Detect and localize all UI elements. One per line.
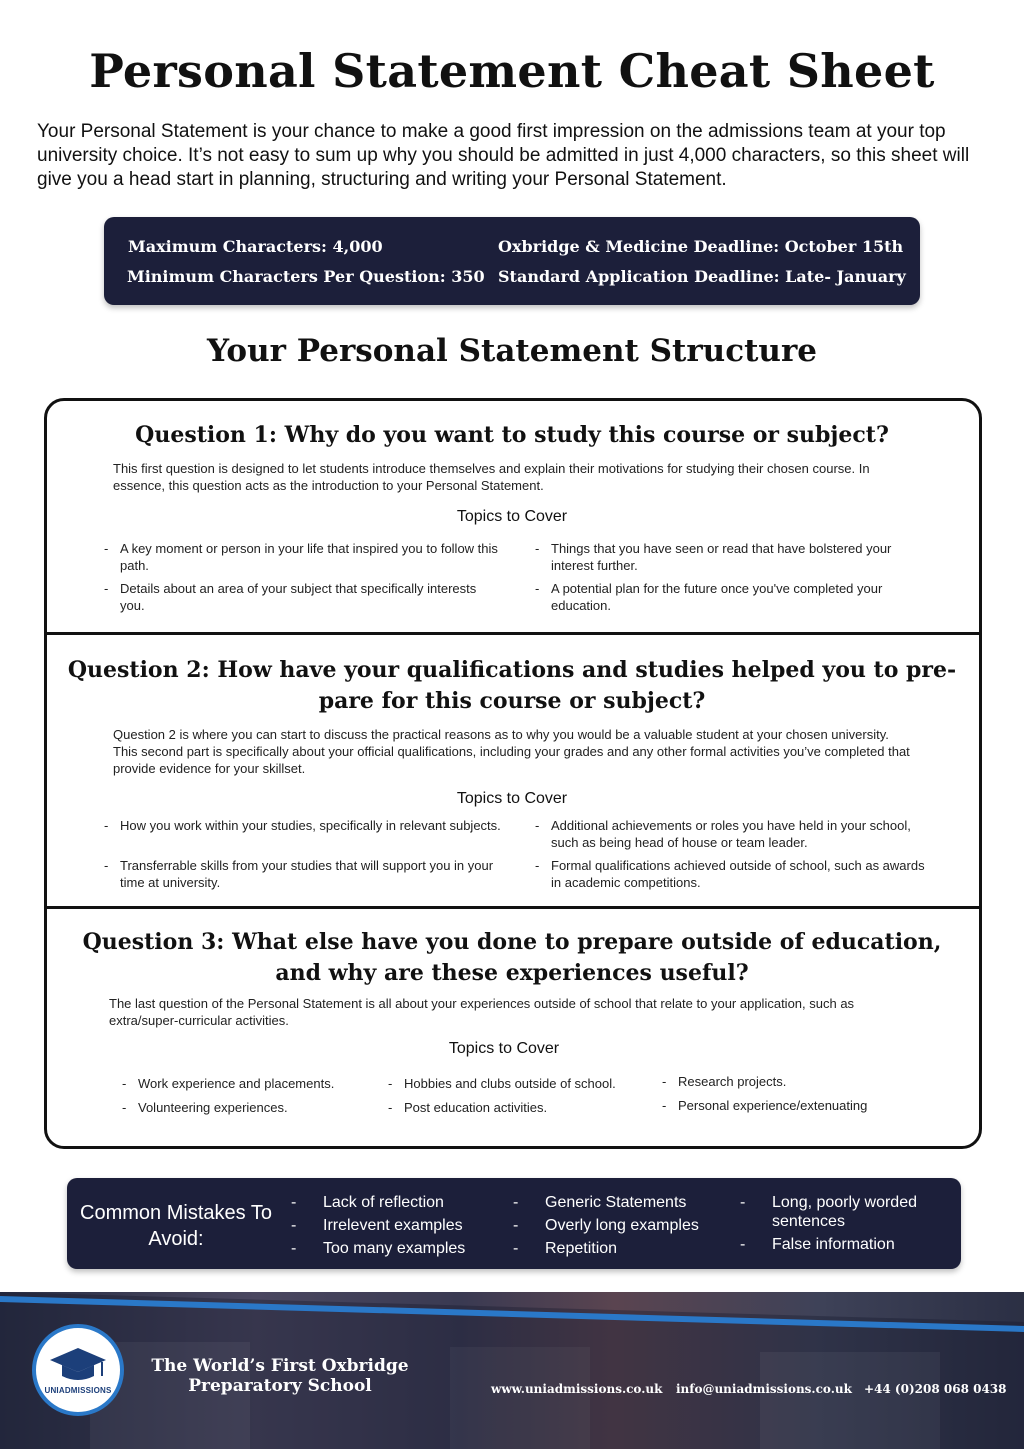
list-item: - Long, poorly worded sentences — [740, 1194, 917, 1230]
list-item: - Overly long examples — [513, 1217, 699, 1234]
question-3-title: Question 3: What else have you done to prepare outside of education, and why are these experiences useful? — [82, 929, 942, 986]
question-1-description: This first question is designed to let students introduce themselves and explain their motivations for studying their chosen course. In essence, this question acts as the introduction to your Personal Statement. — [113, 461, 870, 493]
list-item: - Repetition — [513, 1240, 618, 1257]
common-mistakes-box — [67, 1178, 961, 1269]
question-divider — [44, 906, 982, 909]
standard-deadline: Standard Application Deadline: Late- January — [498, 267, 906, 286]
list-item: - Post education activities. — [388, 1100, 548, 1115]
list-item: - Lack of reflection — [291, 1194, 444, 1211]
intro-paragraph: Your Personal Statement is your chance to make a good first impression on the admissions team at your top university choice. It’s not easy to sum up why you should be admitted in just 4,000 characters, so this sheet will give you a head start in planning, structuring and writing your Personal Statement. — [37, 121, 970, 190]
list-item: - Things that you have seen or read that have bolstered your interest further. — [535, 541, 892, 573]
min-characters: Minimum Characters Per Question: 350 — [127, 267, 485, 286]
question-2-title: Question 2: How have your qualifications and studies helped you to pre-pare for this course or subject? — [67, 657, 957, 714]
question-1-title: Question 1: Why do you want to study this course or subject? — [135, 422, 889, 448]
structure-title: Your Personal Statement Structure — [206, 333, 817, 369]
question-2-topics-heading: Topics to Cover — [456, 790, 568, 807]
question-divider — [44, 632, 982, 635]
list-item: - False information — [740, 1236, 895, 1253]
page-title: Personal Statement Cheat Sheet — [89, 44, 935, 98]
list-item: - Additional achievements or roles you have held in your school, such as being head of house or team leader. — [535, 818, 911, 850]
logo-text: UNIADMISSIONS — [44, 1386, 112, 1395]
list-item: - Work experience and placements. — [122, 1076, 335, 1091]
question-2-description: Question 2 is where you can start to discuss the practical reasons as to why you would be a valuable student at your chosen university. This second part is specifically about your official qualifications, including your grades and any other formal activities you’ve completed that provide evidence for your skillset. — [113, 727, 910, 776]
question-3-topics-heading: Topics to Cover — [448, 1040, 560, 1057]
list-item: - How you work within your studies, specifically in relevant subjects. — [104, 818, 501, 833]
max-characters: Maximum Characters: 4,000 — [128, 237, 383, 256]
info-box — [104, 217, 920, 305]
list-item: - Transferrable skills from your studies that will support you in your time at university. — [104, 858, 494, 890]
question-1-topics-heading: Topics to Cover — [456, 508, 568, 525]
footer — [0, 1292, 1024, 1449]
list-item: - Too many examples — [291, 1240, 466, 1257]
list-item: - Formal qualifications achieved outside of school, such as awards in academic competitions. — [535, 858, 925, 890]
list-item: - Generic Statements — [513, 1194, 687, 1211]
uniadmissions-logo[interactable] — [32, 1324, 124, 1416]
list-item: - Personal experience/extenuating — [662, 1098, 868, 1113]
footer-email-link[interactable]: info@uniadmissions.co.uk — [676, 1382, 852, 1396]
list-item: - Research projects. — [662, 1074, 787, 1089]
question-3-description: The last question of the Personal Statement is all about your experiences outside of school that relate to your application, such as extra/super-curricular activities. — [109, 996, 855, 1028]
list-item: - A key moment or person in your life that inspired you to follow this path. — [104, 541, 498, 573]
list-item: - Details about an area of your subject that specifically interests you. — [104, 581, 477, 613]
list-item: - Hobbies and clubs outside of school. — [388, 1076, 616, 1091]
list-item: - Irrelevent examples — [291, 1217, 463, 1234]
list-item: - Volunteering experiences. — [122, 1100, 288, 1115]
footer-website-link[interactable]: www.uniadmissions.co.uk — [491, 1382, 663, 1396]
footer-phone: +44 (0)208 068 0438 — [864, 1382, 1007, 1396]
oxbridge-deadline: Oxbridge & Medicine Deadline: October 15th — [498, 237, 904, 256]
footer-tagline: The World’s First Oxbridge Preparatory School — [151, 1356, 409, 1396]
list-item: - A potential plan for the future once you've completed your education. — [535, 581, 883, 613]
common-mistakes-title: Common Mistakes To Avoid: — [80, 1202, 272, 1250]
graduation-cap-icon — [36, 1328, 120, 1412]
